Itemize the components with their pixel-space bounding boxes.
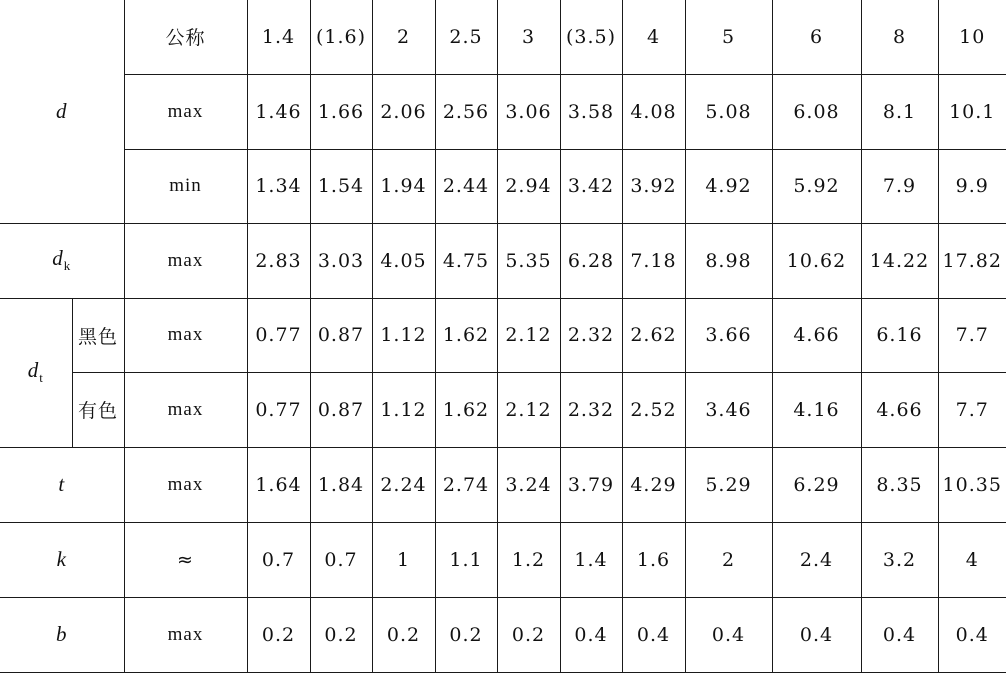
symbol-dt	[27, 358, 44, 386]
table-cell: 7.7	[938, 298, 1006, 372]
table-cell: 3.42	[560, 149, 622, 223]
table-cell: 2	[685, 522, 772, 597]
table-cell: 2.44	[435, 149, 497, 223]
table-cell: 10.1	[938, 74, 1006, 149]
table-cell: 7.18	[622, 223, 685, 298]
table-row	[0, 0, 1006, 74]
table-cell: 5	[685, 0, 772, 74]
table-cell: 0.7	[247, 522, 310, 597]
row-group-dt	[0, 298, 72, 447]
table-cell: 3.03	[310, 223, 372, 298]
table-cell: 0.2	[497, 597, 560, 672]
table-cell: 7.9	[861, 149, 938, 223]
row-symbol-t	[0, 447, 124, 522]
table-cell: 2.24	[372, 447, 435, 522]
table-cell: 1.66	[310, 74, 372, 149]
row-label: max	[124, 597, 247, 672]
table-cell: 3.46	[685, 372, 772, 447]
table-cell: (3.5)	[560, 0, 622, 74]
row-label: min	[124, 149, 247, 223]
table-cell: 8.98	[685, 223, 772, 298]
table-row	[0, 74, 1006, 149]
table-cell: 3.2	[861, 522, 938, 597]
table-row	[0, 149, 1006, 223]
table-cell: 2.4	[772, 522, 861, 597]
table-cell: 6	[772, 0, 861, 74]
table-cell: 2.83	[247, 223, 310, 298]
table-cell: 2.52	[622, 372, 685, 447]
table-cell: 1	[372, 522, 435, 597]
row-sublabel: 黑色	[72, 298, 124, 372]
table-cell: 1.64	[247, 447, 310, 522]
table-cell: 9.9	[938, 149, 1006, 223]
table-cell: 5.08	[685, 74, 772, 149]
table-cell: 1.12	[372, 372, 435, 447]
row-symbol-k	[0, 522, 124, 597]
table-cell: 1.12	[372, 298, 435, 372]
table-cell: 1.6	[622, 522, 685, 597]
table-row	[0, 597, 1006, 672]
table-cell: 1.4	[247, 0, 310, 74]
table-cell: 7.7	[938, 372, 1006, 447]
symbol-dk	[52, 246, 72, 274]
table-cell: 0.77	[247, 372, 310, 447]
table-cell: 8.1	[861, 74, 938, 149]
table-cell: 4.92	[685, 149, 772, 223]
table-cell: 10	[938, 0, 1006, 74]
table-cell: 4.08	[622, 74, 685, 149]
table-cell: 14.22	[861, 223, 938, 298]
table-cell: 6.16	[861, 298, 938, 372]
row-label: max	[124, 447, 247, 522]
symbol-subscript: t	[39, 370, 44, 386]
table-cell: 3.92	[622, 149, 685, 223]
table-cell: 4.29	[622, 447, 685, 522]
table-cell: 2.12	[497, 298, 560, 372]
table-cell: 6.08	[772, 74, 861, 149]
table-cell: 3.06	[497, 74, 560, 149]
row-label: max	[124, 74, 247, 149]
table-row	[0, 447, 1006, 522]
row-label: max	[124, 372, 247, 447]
table-cell: 2.12	[497, 372, 560, 447]
table-cell: 0.7	[310, 522, 372, 597]
symbol-subscript: k	[63, 258, 72, 274]
table-cell: 0.4	[938, 597, 1006, 672]
table-cell: 1.1	[435, 522, 497, 597]
row-sublabel: 有色	[72, 372, 124, 447]
table-cell: 1.34	[247, 149, 310, 223]
table-cell: 3.24	[497, 447, 560, 522]
table-cell: 0.2	[372, 597, 435, 672]
table-cell: 4	[938, 522, 1006, 597]
table-cell: 10.35	[938, 447, 1006, 522]
table-cell: 3.79	[560, 447, 622, 522]
symbol-b: b	[56, 622, 68, 646]
table-cell: 17.82	[938, 223, 1006, 298]
table-cell: 6.28	[560, 223, 622, 298]
table-cell: 1.84	[310, 447, 372, 522]
table-cell: 8.35	[861, 447, 938, 522]
table-cell: 2.94	[497, 149, 560, 223]
table-cell: 2	[372, 0, 435, 74]
table-cell: 1.54	[310, 149, 372, 223]
symbol-base: d	[27, 358, 40, 383]
symbol-k: k	[56, 547, 67, 571]
table-cell: 0.77	[247, 298, 310, 372]
table-cell: 6.29	[772, 447, 861, 522]
table-cell: 2.32	[560, 372, 622, 447]
table-cell: 5.29	[685, 447, 772, 522]
row-group-d	[0, 0, 124, 223]
table-row	[0, 372, 1006, 447]
table-cell: 2.32	[560, 298, 622, 372]
table-row	[0, 522, 1006, 597]
table-cell: (1.6)	[310, 0, 372, 74]
table-cell: 2.74	[435, 447, 497, 522]
table-cell: 4.66	[772, 298, 861, 372]
table-row	[0, 298, 1006, 372]
table-cell: 1.4	[560, 522, 622, 597]
table-cell: 0.87	[310, 372, 372, 447]
table-cell: 0.4	[560, 597, 622, 672]
table-cell: 4	[622, 0, 685, 74]
table-cell: 2.5	[435, 0, 497, 74]
table-row	[0, 223, 1006, 298]
symbol-d: d	[56, 98, 68, 123]
table-cell: 1.2	[497, 522, 560, 597]
table-cell: 3	[497, 0, 560, 74]
table-cell: 10.62	[772, 223, 861, 298]
table-cell: 4.75	[435, 223, 497, 298]
table-cell: 2.06	[372, 74, 435, 149]
table-cell: 0.4	[772, 597, 861, 672]
table-cell: 0.4	[685, 597, 772, 672]
table-cell: 0.2	[247, 597, 310, 672]
table-cell: 1.46	[247, 74, 310, 149]
table-cell: 5.35	[497, 223, 560, 298]
table-cell: 2.62	[622, 298, 685, 372]
table-cell: 4.66	[861, 372, 938, 447]
table-cell: 3.58	[560, 74, 622, 149]
row-symbol-dk	[0, 223, 124, 298]
table-cell: 0.87	[310, 298, 372, 372]
row-label: max	[124, 223, 247, 298]
table-cell: 0.4	[622, 597, 685, 672]
symbol-t: t	[58, 472, 66, 496]
table-cell: 8	[861, 0, 938, 74]
row-label: max	[124, 298, 247, 372]
table-cell: 0.2	[435, 597, 497, 672]
table-cell: 1.62	[435, 372, 497, 447]
row-symbol-b	[0, 597, 124, 672]
table-cell: 2.56	[435, 74, 497, 149]
table-cell: 0.4	[861, 597, 938, 672]
table-cell: 3.66	[685, 298, 772, 372]
table-cell: 1.94	[372, 149, 435, 223]
row-label: ≈	[124, 522, 247, 597]
table-cell: 0.2	[310, 597, 372, 672]
table-cell: 4.05	[372, 223, 435, 298]
symbol-base: d	[52, 246, 64, 271]
table-cell: 1.62	[435, 298, 497, 372]
table-cell: 5.92	[772, 149, 861, 223]
table-cell: 4.16	[772, 372, 861, 447]
row-label: 公称	[124, 0, 247, 74]
